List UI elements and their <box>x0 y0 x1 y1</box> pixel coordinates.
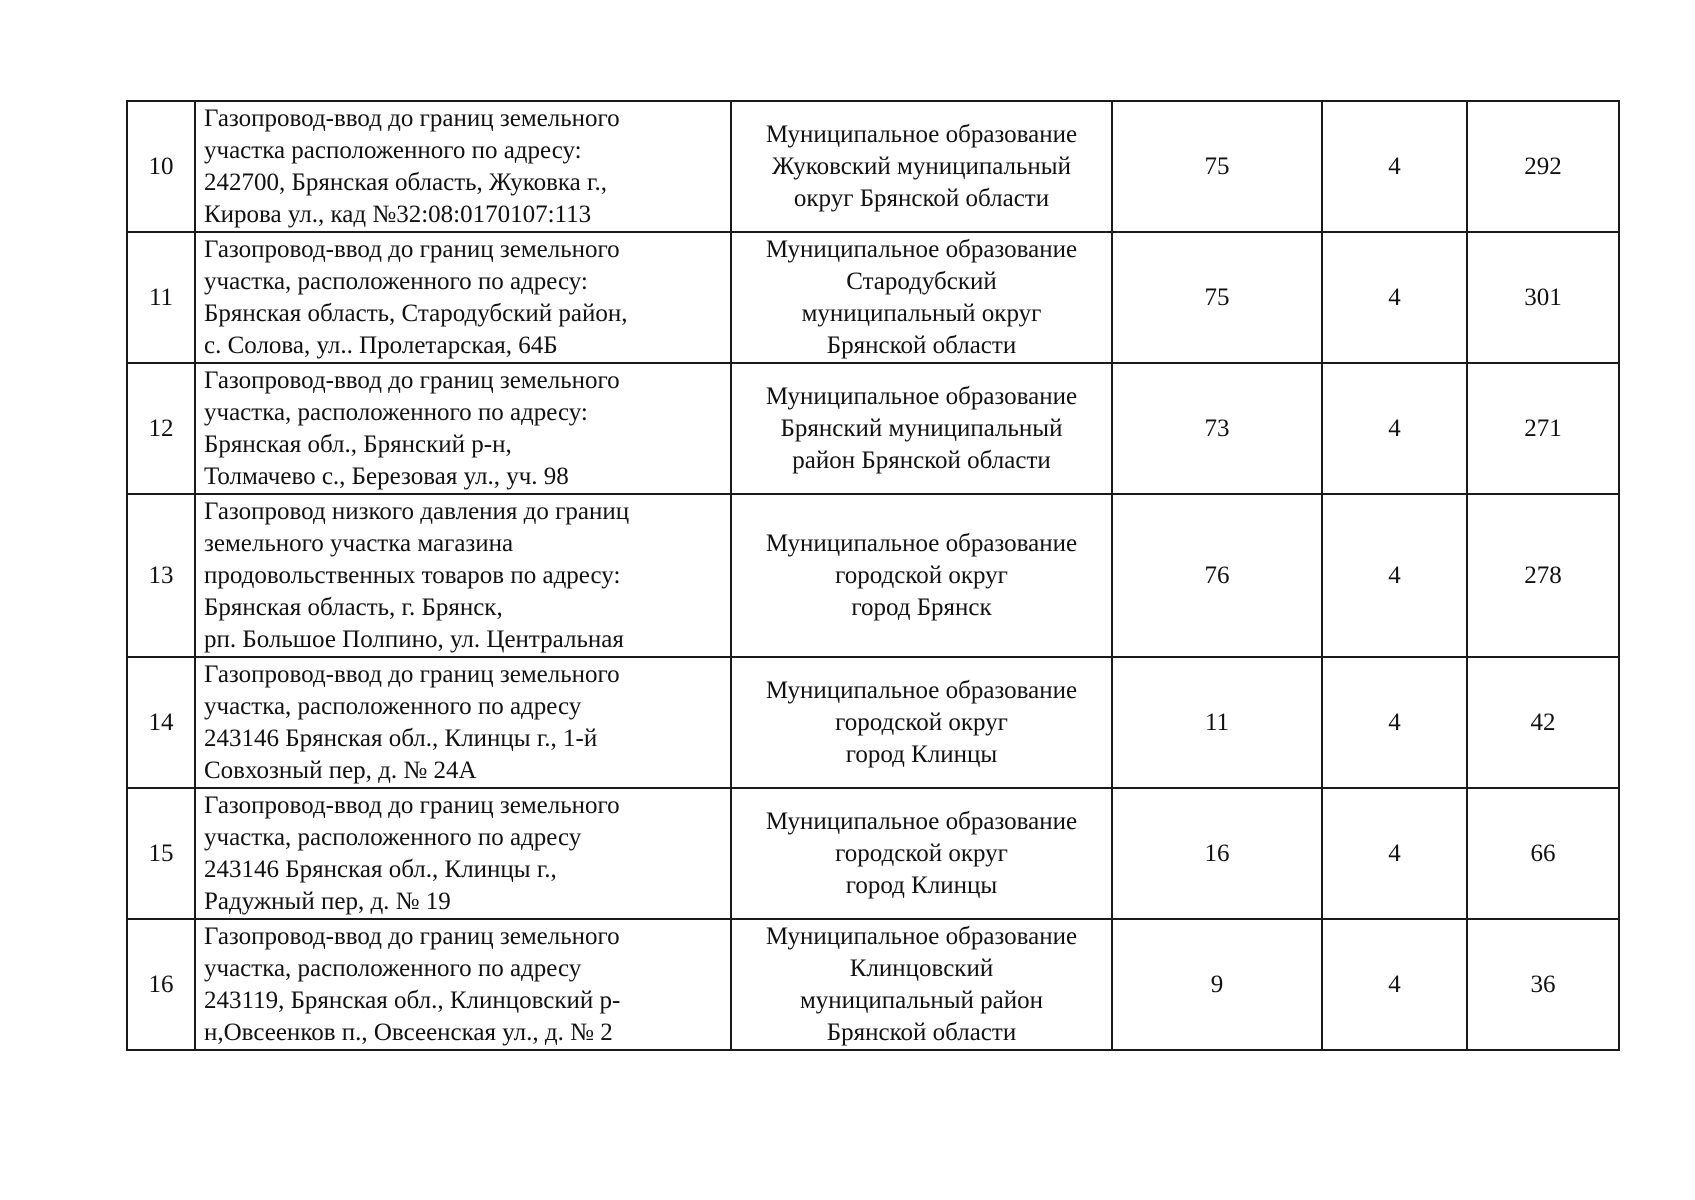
object-name-cell-line: Газопровод-ввод до границ земельного <box>204 791 620 819</box>
owner-cell-line: Муниципальное образование <box>765 235 1078 263</box>
object-name-cell-line: Брянская область, г. Брянск, <box>204 593 503 621</box>
object-name-cell-line: с. Солова, ул.. Пролетарская, 64Б <box>204 331 558 359</box>
value-cell-1: 76 <box>1112 494 1322 657</box>
row-number: 10 <box>127 101 195 232</box>
value-cell-2: 4 <box>1322 101 1467 232</box>
owner-cell-line: Брянской области <box>826 1018 1017 1046</box>
value-cell-3: 66 <box>1467 788 1619 919</box>
value-cell-3: 36 <box>1467 919 1619 1050</box>
owner-cell <box>731 363 1112 494</box>
owner-cell-line: Муниципальное образование <box>765 529 1078 557</box>
owner-cell-line: округ Брянской области <box>793 184 1050 212</box>
owner-cell <box>731 919 1112 1050</box>
owner-cell-line: муниципальный район <box>799 986 1044 1014</box>
table-row <box>127 232 1619 363</box>
value-cell-3: 271 <box>1467 363 1619 494</box>
object-name-cell-line: Газопровод-ввод до границ земельного <box>204 104 620 132</box>
owner-cell-line: Муниципальное образование <box>765 807 1078 835</box>
object-name-cell-line: Газопровод-ввод до границ земельного <box>204 235 620 263</box>
object-name-cell-line: Газопровод-ввод до границ земельного <box>204 922 620 950</box>
object-name-cell-line: участка, расположенного по адресу <box>204 954 582 982</box>
owner-cell-line: городской округ <box>835 708 1008 736</box>
value-cell-3: 278 <box>1467 494 1619 657</box>
table-row <box>127 919 1619 1050</box>
value-cell-2: 4 <box>1322 232 1467 363</box>
object-name-cell <box>195 494 731 657</box>
object-name-cell-line: участка, расположенного по адресу: <box>204 267 588 295</box>
object-name-cell <box>195 788 731 919</box>
row-number: 16 <box>127 919 195 1050</box>
object-name-cell-line: Газопровод-ввод до границ земельного <box>204 660 620 688</box>
table-row <box>127 657 1619 788</box>
object-name-cell-line: участка, расположенного по адресу <box>204 823 582 851</box>
owner-cell <box>731 101 1112 232</box>
value-cell-1: 75 <box>1112 232 1322 363</box>
row-number: 14 <box>127 657 195 788</box>
value-cell-1: 11 <box>1112 657 1322 788</box>
object-name-cell-line: 243146 Брянская обл., Клинцы г., <box>204 855 557 883</box>
owner-cell-line: Муниципальное образование <box>765 922 1078 950</box>
row-number: 11 <box>127 232 195 363</box>
object-name-cell-line: Брянская область, Стародубский район, <box>204 299 628 327</box>
object-name-cell-line: Кирова ул., кад №32:08:0170107:113 <box>204 200 592 228</box>
object-name-cell <box>195 232 731 363</box>
object-name-cell-line: Совхозный пер, д. № 24А <box>204 756 477 784</box>
owner-cell <box>731 232 1112 363</box>
table-row <box>127 363 1619 494</box>
value-cell-1: 73 <box>1112 363 1322 494</box>
owner-cell-line: Муниципальное образование <box>765 120 1078 148</box>
object-name-cell-line: участка, расположенного по адресу: <box>204 398 588 426</box>
owner-cell-line: район Брянской области <box>792 446 1051 474</box>
table-body <box>127 101 1619 1050</box>
object-name-cell-line: продовольственных товаров по адресу: <box>204 561 621 589</box>
row-number: 15 <box>127 788 195 919</box>
row-number: 12 <box>127 363 195 494</box>
object-name-cell-line: н,Овсеенков п., Овсеенская ул., д. № 2 <box>204 1018 613 1046</box>
object-name-cell-line: земельного участка магазина <box>204 529 514 557</box>
value-cell-2: 4 <box>1322 919 1467 1050</box>
owner-cell-line: Жуковский муниципальный <box>772 152 1071 180</box>
object-name-cell <box>195 919 731 1050</box>
owner-cell <box>731 494 1112 657</box>
object-name-cell <box>195 657 731 788</box>
owner-cell-line: муниципальный округ <box>801 299 1042 327</box>
owner-cell-line: Брянской области <box>826 331 1017 359</box>
owner-cell-line: Стародубский <box>846 267 997 295</box>
object-name-cell-line: 243119, Брянская обл., Клинцовский р- <box>204 986 621 1014</box>
owner-cell-line: городской округ <box>835 839 1008 867</box>
owner-cell <box>731 788 1112 919</box>
object-name-cell-line: участка, расположенного по адресу <box>204 692 582 720</box>
table-row <box>127 788 1619 919</box>
object-name-cell-line: Толмачево с., Березовая ул., уч. 98 <box>204 462 569 490</box>
row-number: 13 <box>127 494 195 657</box>
object-name-cell-line: рп. Большое Полпино, ул. Центральная <box>204 625 624 653</box>
owner-cell-line: город Клинцы <box>845 871 998 899</box>
object-name-cell <box>195 363 731 494</box>
document-table <box>126 100 1620 1051</box>
value-cell-1: 75 <box>1112 101 1322 232</box>
value-cell-2: 4 <box>1322 494 1467 657</box>
value-cell-3: 301 <box>1467 232 1619 363</box>
value-cell-2: 4 <box>1322 363 1467 494</box>
value-cell-3: 42 <box>1467 657 1619 788</box>
owner-cell-line: Брянский муниципальный <box>780 414 1063 442</box>
object-name-cell <box>195 101 731 232</box>
owner-cell-line: город Брянск <box>851 593 992 621</box>
owner-cell-line: Муниципальное образование <box>765 676 1078 704</box>
object-name-cell-line: Радужный пер, д. № 19 <box>204 887 451 915</box>
owner-cell-line: Клинцовский <box>849 954 994 982</box>
owner-cell-line: город Клинцы <box>845 740 998 768</box>
table-row <box>127 101 1619 232</box>
object-name-cell-line: Брянская обл., Брянский р-н, <box>204 430 512 458</box>
object-name-cell-line: Газопровод низкого давления до границ <box>204 497 630 525</box>
value-cell-1: 9 <box>1112 919 1322 1050</box>
value-cell-1: 16 <box>1112 788 1322 919</box>
table-row <box>127 494 1619 657</box>
owner-cell-line: городской округ <box>835 561 1008 589</box>
object-name-cell-line: Газопровод-ввод до границ земельного <box>204 366 620 394</box>
value-cell-2: 4 <box>1322 788 1467 919</box>
value-cell-2: 4 <box>1322 657 1467 788</box>
owner-cell <box>731 657 1112 788</box>
object-name-cell-line: участка расположенного по адресу: <box>204 136 582 164</box>
object-name-cell-line: 242700, Брянская область, Жуковка г., <box>204 168 607 196</box>
object-name-cell-line: 243146 Брянская обл., Клинцы г., 1-й <box>204 724 598 752</box>
value-cell-3: 292 <box>1467 101 1619 232</box>
owner-cell-line: Муниципальное образование <box>765 382 1078 410</box>
